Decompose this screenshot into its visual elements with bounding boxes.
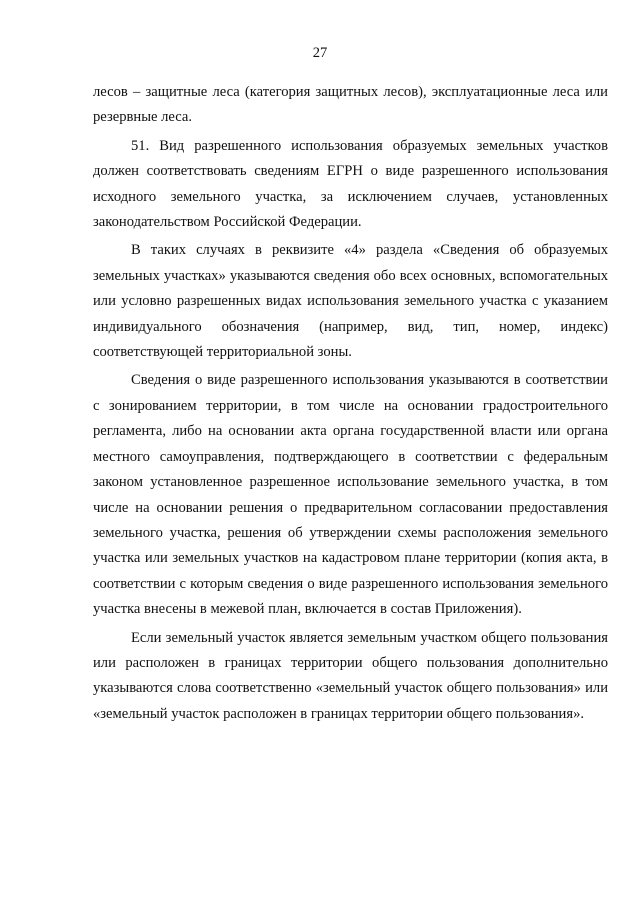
- paragraph-requisite-4: В таких случаях в реквизите «4» раздела «Сведения об образуемых земельных участках» указываются сведения обо всех основных, вспомогательных или условно разрешенных видах использования земельного участка с указанием индивидуального обозначения (например, вид, тип, номер, индекс) соответствующей территориальной зоны.: [93, 242, 608, 361]
- page-number: 27: [312, 45, 328, 61]
- paragraph-permitted-use-details: Сведения о виде разрешенного использования указываются в соответствии с зонированием территории, в том числе на основании градостроительного регламента, либо на основании акта органа государственной власти или органа местного самоуправления, подтверждающего в соответствии с федеральным законом установленное разрешенное использование земельного участка, в том числе на основании решения о предварительном согласовании предоставления земельного участка, решения об утверждении схемы расположения земельного участка или земельных участков на кадастровом плане территории (копия акта, в соответствии с которым сведения о виде разрешенного использования земельного участка внесены в межевой план, включается в состав Приложения).: [93, 372, 608, 618]
- paragraph-forest-categories-continuation: лесов – защитные леса (категория защитных лесов), эксплуатационные леса или резервные леса.: [93, 84, 608, 126]
- document-body: [93, 80, 608, 730]
- paragraph-public-use-land: Если земельный участок является земельным участком общего пользования или расположен в границах территории общего пользования дополнительно указываются слова соответственно «земельный участок общего пользования» или «земельный участок расположен в границах территории общего пользования».: [93, 629, 608, 722]
- paragraph-51-permitted-use: 51. Вид разрешенного использования образуемых земельных участков должен соответствовать сведениям ЕГРН о виде разрешенного использования исходного земельного участка, за исключением случаев, установленных законодательством Российской Федерации.: [93, 137, 608, 231]
